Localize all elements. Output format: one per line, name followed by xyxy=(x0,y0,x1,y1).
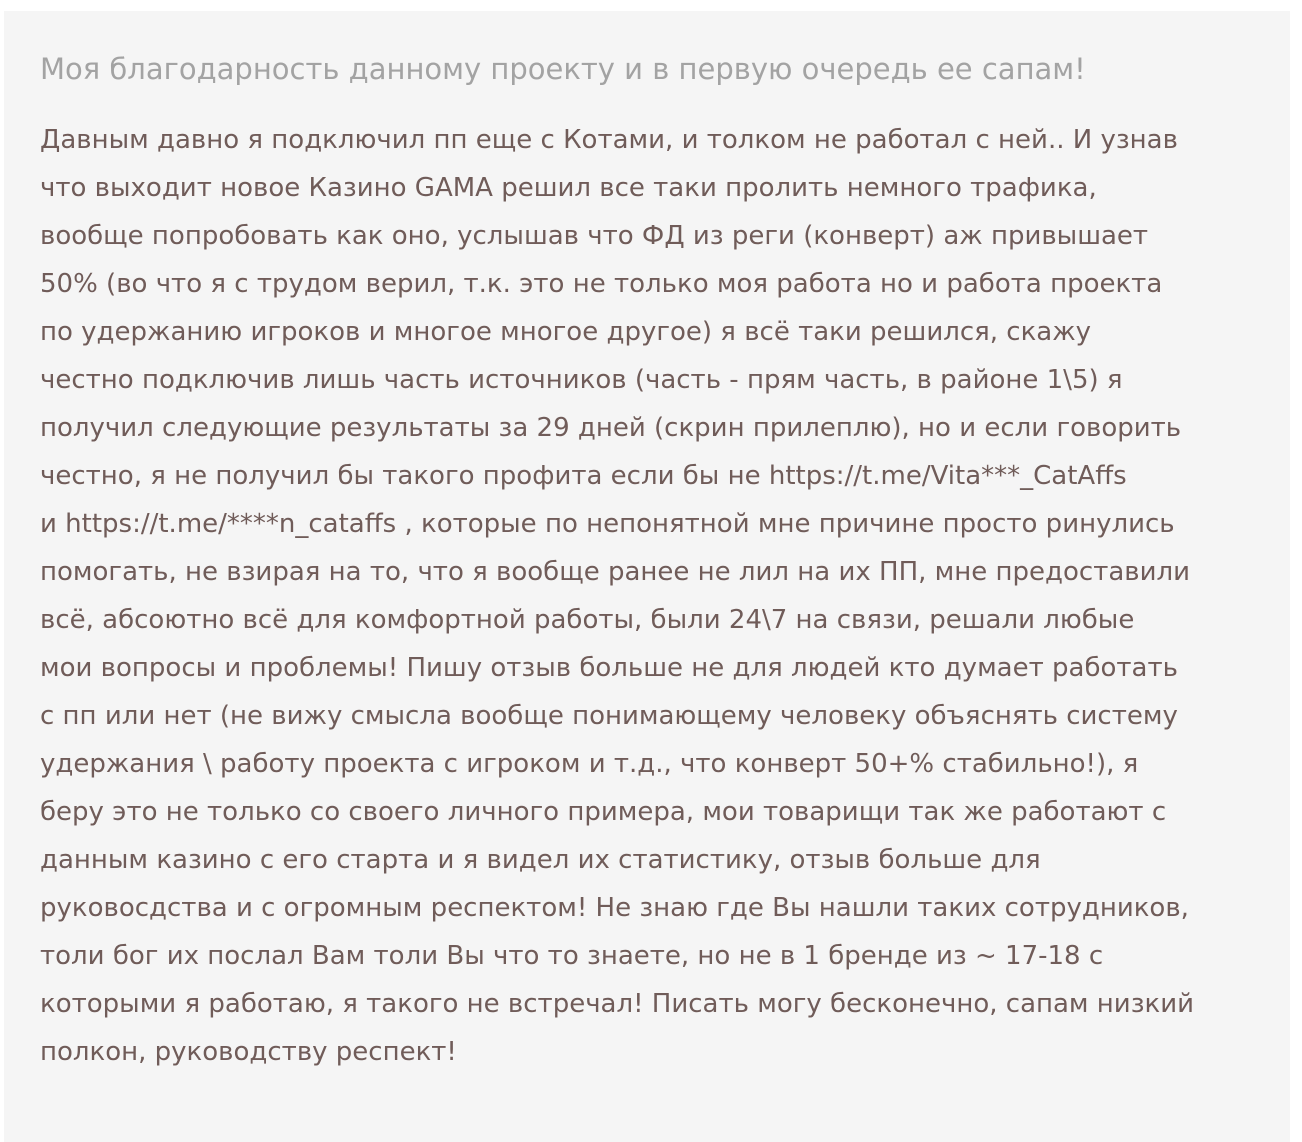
review-line: данным казино с его старта и я видел их статистику, отзыв больше для xyxy=(40,845,1041,875)
review-line: 50% (во что я с трудом верил, т.к. это не только моя работа но и работа проекта xyxy=(40,269,1163,299)
review-line: честно, я не получил бы такого профита если бы не https://t.me/Vita***_CatAffs xyxy=(40,461,1127,491)
review-line: честно подключив лишь часть источников (часть - прям часть, в районе 1\5) я xyxy=(40,365,1123,395)
review-line: вообще попробовать как оно, услышав что ФД из реги (конверт) аж привышает xyxy=(40,221,1149,251)
review-line: помогать, не взирая на то, что я вообще ранее не лил на их ПП, мне предоставили xyxy=(40,557,1191,587)
review-line: и https://t.me/****n_cataffs , которые по непонятной мне причине просто ринулись xyxy=(40,509,1175,539)
review-line: мои вопросы и проблемы! Пишу отзыв больше не для людей кто думает работать xyxy=(40,653,1178,683)
review-line: что выходит новое Казино GAMA решил все таки пролить немного трафика, xyxy=(40,173,1097,203)
review-line: удержания \ работу проекта с игроком и т.д., что конверт 50+% стабильно!), я xyxy=(40,749,1139,779)
review-line: которыми я работаю, я такого не встречал! Писать могу бесконечно, сапам низкий xyxy=(40,989,1195,1019)
review-line: руковосдства и с огромным респектом! Не знаю где Вы нашли таких сотрудников, xyxy=(40,893,1189,923)
review-line: по удержанию игроков и многое многое другое) я всё таки решился, скажу xyxy=(40,317,1092,347)
review-title: Моя благодарность данному проекту и в первую очередь ее сапам! xyxy=(40,52,1086,86)
review-line: получил следующие результаты за 29 дней (скрин прилеплю), но и если говорить xyxy=(40,413,1182,443)
review-line: толи бог их послал Вам толи Вы что то знаете, но не в 1 бренде из ~ 17-18 с xyxy=(40,941,1104,971)
review-line: беру это не только со своего личного примера, мои товарищи так же работают с xyxy=(40,797,1167,827)
review-line: полкон, руководству респект! xyxy=(40,1037,457,1067)
review-line: всё, абсоютно всё для комфортной работы, были 24\7 на связи, решали любые xyxy=(40,605,1135,635)
review-line: с пп или нет (не вижу смысла вообще понимающему человеку объяснять систему xyxy=(40,701,1178,731)
review-body xyxy=(40,116,1280,1076)
review-card xyxy=(4,11,1290,1142)
review-line: Давным давно я подключил пп еще с Котами, и толком не работал с ней.. И узнав xyxy=(40,125,1178,155)
